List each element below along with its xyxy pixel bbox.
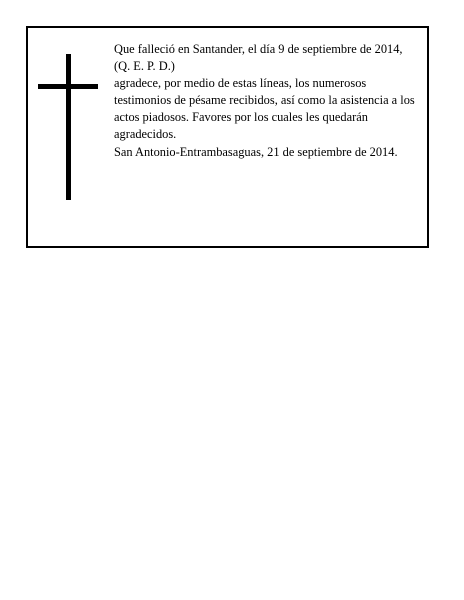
cross-vertical-bar <box>66 54 71 200</box>
cross-horizontal-bar <box>38 84 98 89</box>
notice-thanks-paragraph: agradece, por medio de estas líneas, los numerosos testimonios de pésame recibidos, así como la asistencia a los actos piadosos. Favores por los cuales les quedarán agradecidos. <box>114 76 415 142</box>
cross-icon <box>38 54 98 200</box>
notice-place-date-line: San Antonio-Entrambasaguas, 21 de septiembre de 2014. <box>114 144 398 159</box>
notice-rip-line: (Q. E. P. D.) <box>114 59 175 74</box>
notice-death-line: Que falleció en Santander, el día 9 de septiembre de 2014, <box>114 42 403 56</box>
obituary-notice-box <box>26 26 429 248</box>
notice-text <box>114 41 420 161</box>
